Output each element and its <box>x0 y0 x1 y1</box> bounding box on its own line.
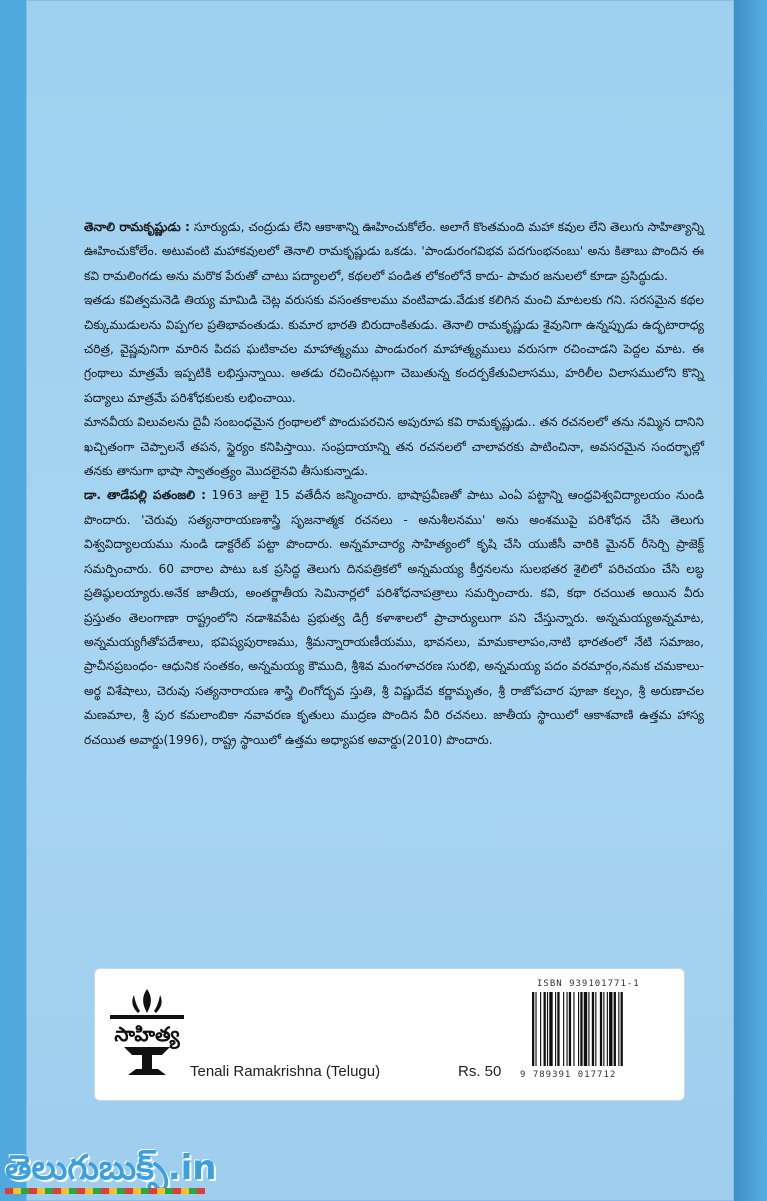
barcode-bar <box>618 992 619 1066</box>
barcode-bar <box>569 992 571 1066</box>
barcode-bar <box>588 992 589 1066</box>
author-heading: డా. తాడేపల్లి పతంజలి : <box>84 488 206 503</box>
watermark-underline <box>5 1188 205 1194</box>
blurb-text <box>84 215 704 752</box>
site-watermark: తెలుగుబుక్స్.in <box>5 1148 217 1188</box>
barcode-bar <box>567 992 568 1066</box>
barcode-bar <box>557 992 559 1066</box>
author-bio: 1963 జులై 15 వతేదీన జన్మించారు. భాషాప్రవీణతో పాటు ఎంఏ పట్టాన్ని ఆంధ్రవిశ్వవిద్యాలయం నుండి పొందారు. 'చెరువు సత్యనారాయణశాస్త్రి సృజనాత్మక రచనలు - అనుశీలనము' అను అంశముపై పరిశోధన చేసి తెలుగు విశ్వవిద్యాలయము నుండి డాక్టరేట్ పట్టా పొందారు. అన్నమాచార్య సాహిత్యంలో కృషి చేసి యుజీసీ వారికి మైనర్ రీసెర్చి ప్రాజెక్ట్ సమర్పించారు. 60 వారాల పాటు ఒక ప్రసిద్ధ తెలుగు దినపత్రికలో అన్నమయ్య కీర్తనలను సులభతర శైలిలో పరిచయం చేసి లబ్ధ ప్రతిష్ఠులయ్యారు.అనేక జాతీయ, అంతర్జాతీయ సెమినార్లలో పరిశోధనాపత్రాలు సమర్పించారు. కవి, కథా రచయిత అయిన వీరు ప్రస్తుతం తెలంగాణా రాష్ట్రంలోని నడాశివపేట ప్రభుత్వ డిగ్రీ కళాశాలలో ప్రాచార్యులుగా పని చేస్తున్నారు. అన్నమయ్యఅన్నమాట, అన్నమయ్యగీతోపదేశాలు, భవిష్యపురాణము, శ్రీమన్నారాయణీయము, భావనలు, మామకాలాపం,నాటి భారతంలో నేటి సమాజం, ప్రాచీనప్రబంధం- ఆధునిక సంతకం, అన్నమయ్య కౌముది, శ్రీశివ మంగళాచరణ సురభి, అన్నమయ్య పదం వరమార్గం,నమక చమకాలు-అర్థ విశేషాలు, చెరువు సత్యనారాయణ శాస్త్రి లింగోద్భవ స్తుతి, శ్రీ విష్ణుదేవ కర్ణామృతం, శ్రీ రాజోపచార పూజా కల్పం, శ్రీ అరుణాచల మణమాల, శ్రీ పుర కమలాంబికా నవావరణ కృతులు ముద్రణ పొందిన వీరి రచనలు. జాతీయ స్థాయిలో ఆకాశవాణి ఉత్తమ హాస్య రచయిత అవార్డు(1996), రాష్ట్ర స్థాయిలో ఉత్తమ అధ్యాపక అవార్డు(2010) పొందారు. <box>84 488 704 747</box>
barcode-bar <box>607 992 608 1066</box>
barcode-bar <box>549 992 552 1066</box>
book-price: Rs. 50 <box>458 1063 502 1080</box>
paragraph-poetry: ఇతడు కవిత్వమనెడి తియ్య మామిడి చెట్ల వరుసకు వసంతకాలము వంటివాడు.వేడుక కలిగిన మంచి మాటలకు గని. సరసమైన కథల చిక్కుముడులను విప్పగల ప్రతిభావంతుడు. కుమార భారతి బిరుదాంకితుడు. తెనాలి రామకృష్ణుడు శైవునిగా ఉన్నప్పుడు ఉద్భటారాధ్య చరిత్ర, వైష్ణవునిగా మారిన పిదప ఘటికాచల మాహాత్మ్యము పాండురంగ మాహాత్మ్యములు వరుసగా రచించాడని పెద్దల మాట. ఈ గ్రంథాలు మాత్రమే ఇప్పటికి లభిస్తున్నాయి. అతడు రచించినట్లుగా చెబుతున్న కందర్పకేతువిలాసము, హరిలీల విలాసములోని కొన్ని పద్యాలు మాత్రమే పరిశోధకులకు లభించాయి. <box>84 293 704 405</box>
barcode-bar <box>609 992 612 1066</box>
barcode-number: 9 789391 017712 <box>520 1070 617 1080</box>
barcode-bar <box>603 992 604 1066</box>
paragraph-values: మానవీయ విలువలను దైవీ సంబంధమైన గ్రంథాలలో పొందుపరచిన అపురూప కవి రామకృష్ణుడు.. తన రచనలలో తను నమ్మిన దానిని ఖచ్చితంగా చెప్పాలనే తపన, స్థైర్యం కనిపిస్తాయి. సంప్రదాయాన్ని తన రచనలలో చాలావరకు పాటించినా, అవసరమైన సందర్భాల్లో తనకు తానుగా భాషా స్వాతంత్ర్యం మొదలైనవి తీసుకున్నాడు. <box>84 415 704 479</box>
barcode-bar <box>595 992 596 1066</box>
barcode-bar <box>573 992 574 1066</box>
barcode-bar <box>563 992 564 1066</box>
paragraph-tenali <box>84 215 704 288</box>
barcode-bar <box>535 992 536 1066</box>
logo-text: సాహిత్య <box>114 1022 180 1046</box>
barcode-bar <box>578 992 579 1066</box>
barcode-bar <box>544 992 546 1066</box>
cover-edge <box>734 0 767 1201</box>
isbn-label: ISBN 939101771-1 <box>537 979 640 989</box>
barcode <box>528 990 668 1068</box>
barcode-bar <box>580 992 582 1066</box>
barcode-bar <box>584 992 587 1066</box>
book-title: Tenali Ramakrishna (Telugu) <box>190 1063 381 1080</box>
barcode-bar <box>621 992 623 1066</box>
publisher-logo <box>104 985 190 1081</box>
barcode-bar <box>600 992 602 1066</box>
paragraph-body: సూర్యుడు, చంద్రుడు లేని ఆకాశాన్ని ఊహించుకోలేం. అలాగే కొంతమంది మహా కవుల లేని తెలుగు సాహిత్యాన్ని ఊహించుకోలేం. అటువంటి మహాకవులలో తెనాలి రామకృష్ణుడు ఒకడు. 'పాండురంగవిభవ పదగుంభనంబు' అను కితాబు పొందిన ఈ కవి రామలింగడు అను మరొక పేరుతో చాటు పద్యాలలో, కథలలో పండిత లోకంలోనే కాదు- పామర జనులలో కూడా ప్రసిద్ధుడు. <box>84 220 704 283</box>
barcode-bar <box>532 992 534 1066</box>
barcode-bar <box>555 992 556 1066</box>
barcode-bar <box>547 992 548 1066</box>
paragraph-heading: తెనాలి రామకృష్ణుడు : <box>84 220 190 234</box>
barcode-bar <box>540 992 541 1066</box>
paragraph-author <box>84 483 704 751</box>
barcode-bar <box>592 992 594 1066</box>
barcode-bar <box>614 992 616 1066</box>
